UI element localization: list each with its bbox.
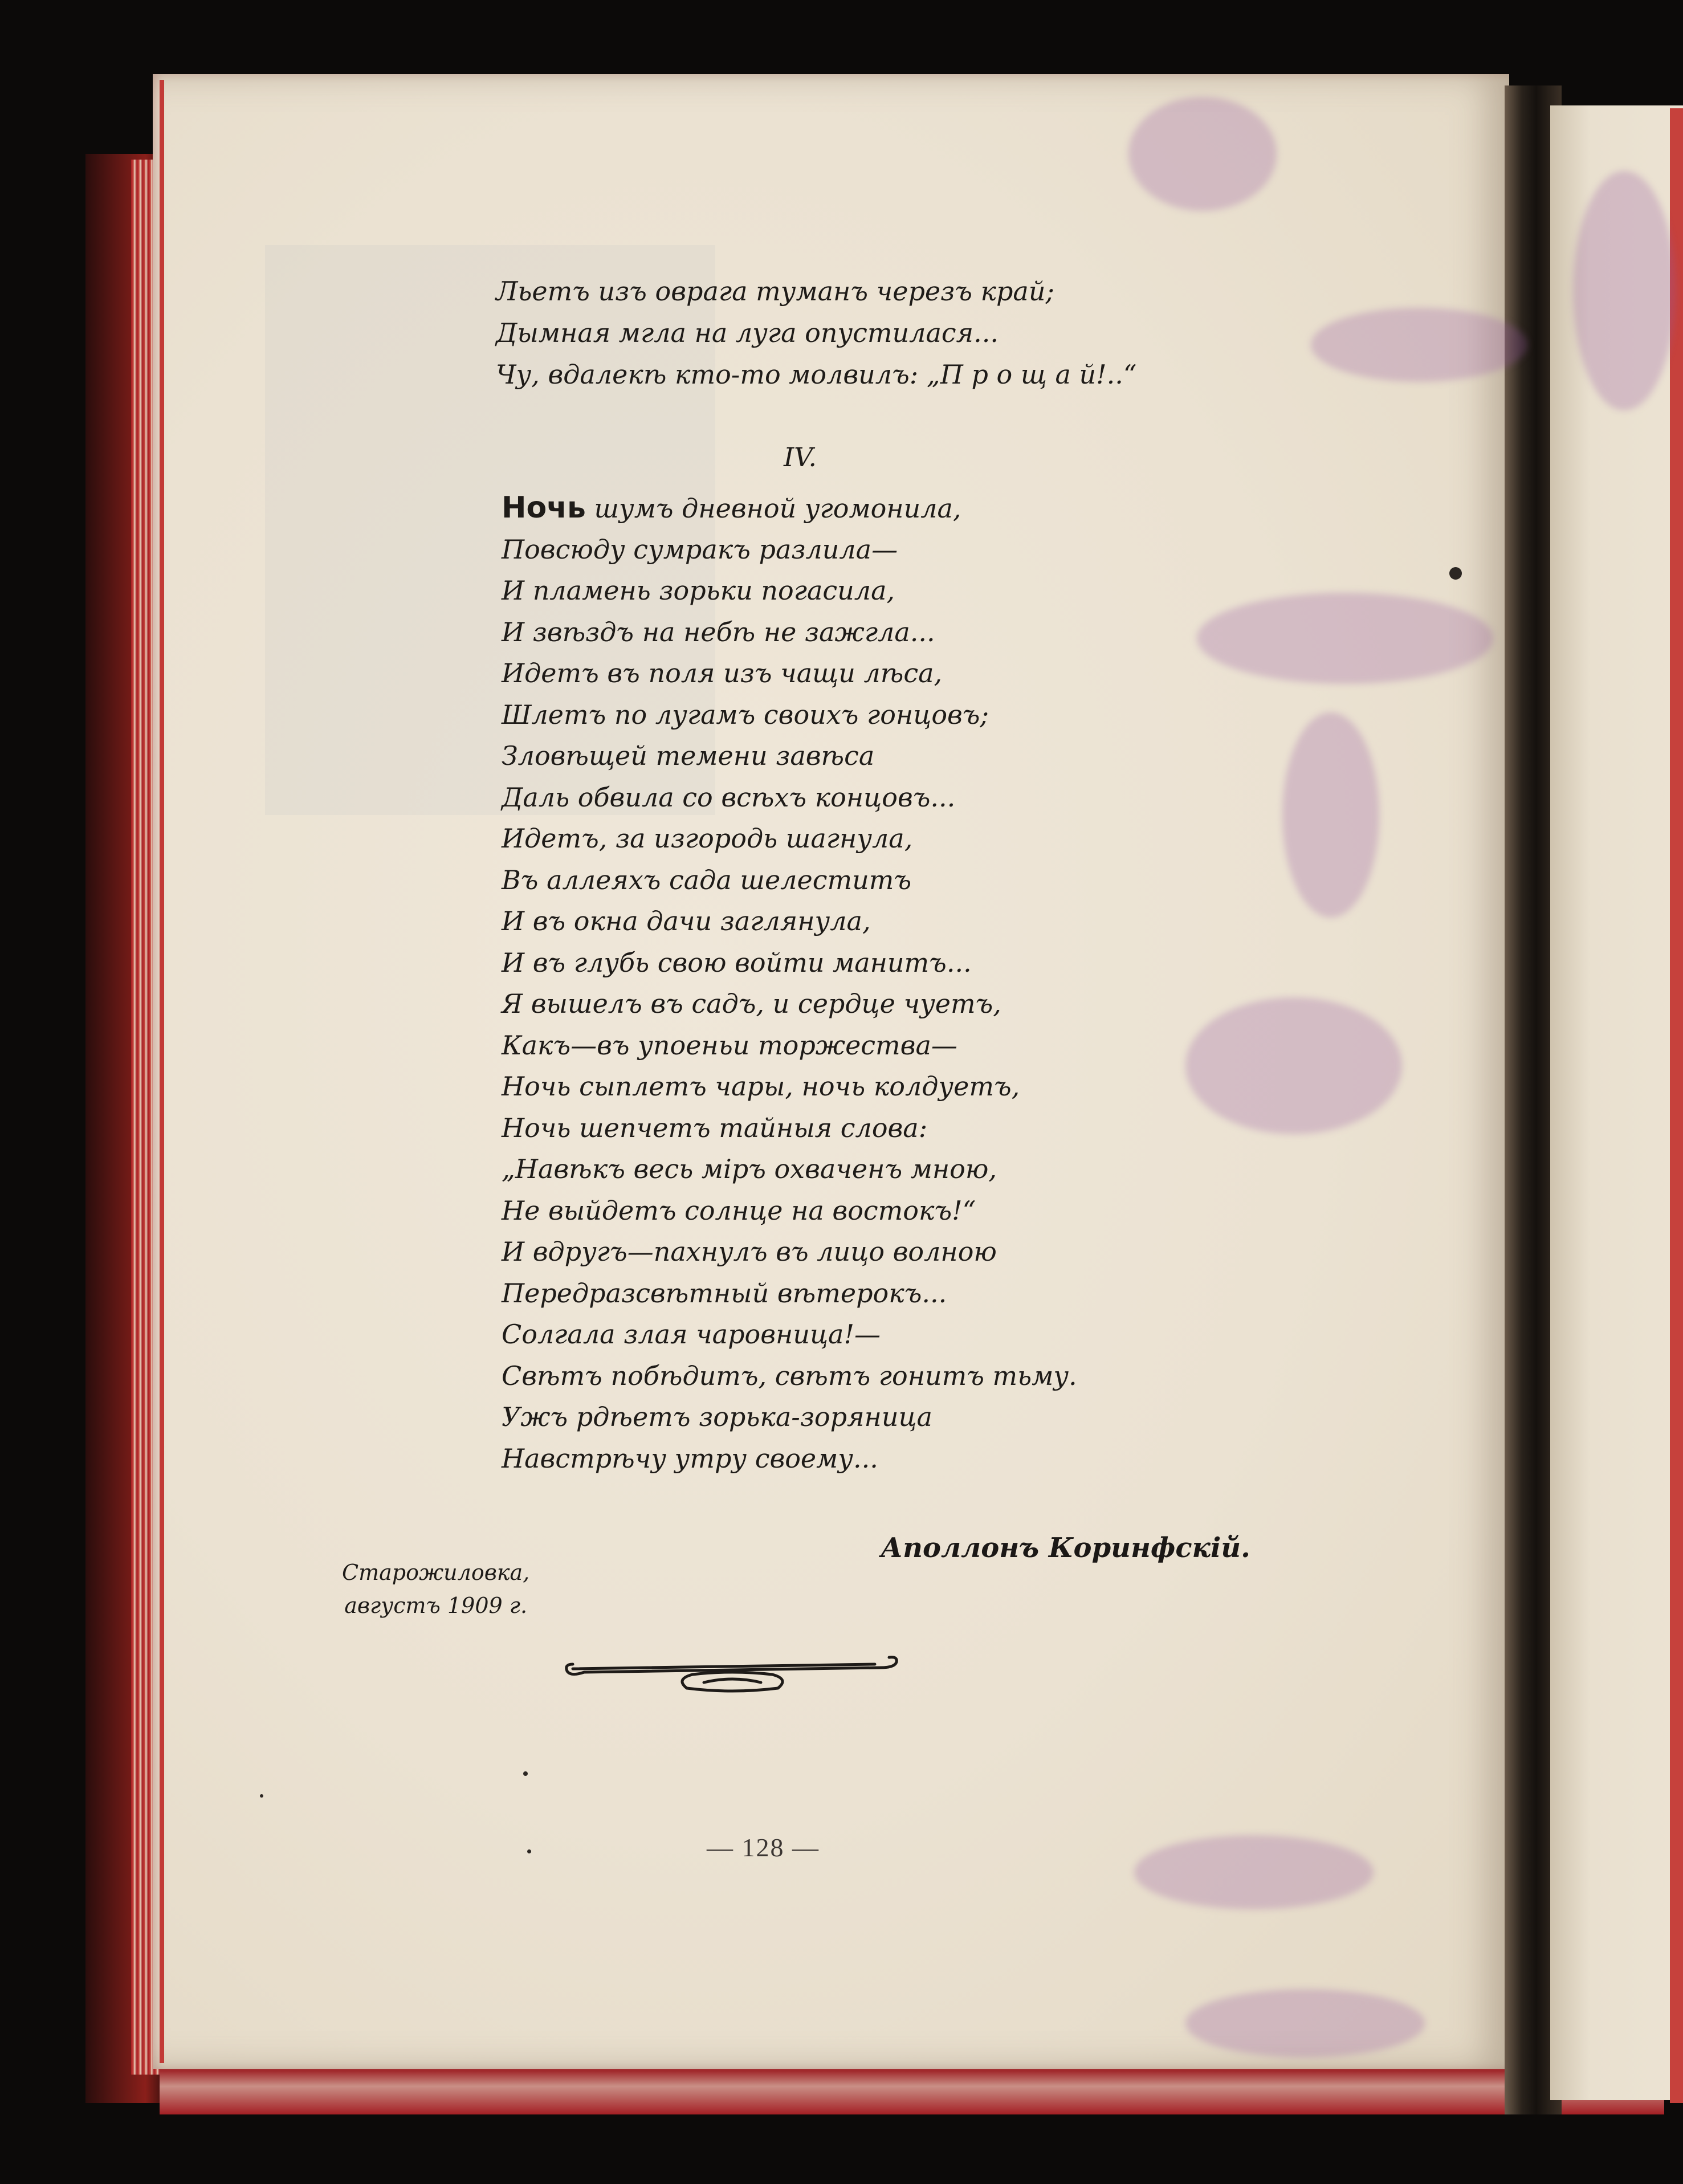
- verse-line: Идетъ въ поля изъ чащи лѣса,: [502, 658, 943, 688]
- verse-line: И въ окна дачи заглянула,: [502, 906, 871, 936]
- verse-line: Зловѣщей темени завѣса: [502, 740, 875, 771]
- facing-page-red-edge: [1670, 108, 1683, 2103]
- verse-line: Повсюду сумракъ разлила—: [502, 533, 898, 565]
- verse-line: И вдругъ—пахнулъ въ лицо волною: [502, 1236, 997, 1267]
- first-line-rest: шумъ дневной угомонила,: [585, 493, 961, 524]
- speck: [523, 1771, 528, 1776]
- stain: [1282, 712, 1379, 918]
- stanza-1: [496, 271, 1237, 396]
- verse-line: Не выйдетъ солнце на востокъ!“: [502, 1195, 976, 1226]
- section-number: IV.: [784, 442, 817, 472]
- speck: [260, 1794, 263, 1798]
- speck: [527, 1849, 531, 1853]
- verse-line: Свѣтъ побѣдитъ, свѣтъ гонитъ тьму.: [502, 1360, 1077, 1391]
- verse-line: И звѣздъ на небѣ не зажгла...: [502, 616, 935, 647]
- verse-line-first: [502, 487, 1242, 529]
- stanza-2: [502, 487, 1242, 1479]
- verse-line: И пламень зорьки погасила,: [502, 575, 895, 606]
- verse-line: Чу, вдалекѣ кто-то молвилъ: „П р о щ а й!..“: [496, 359, 1137, 390]
- verse-line: Я вышелъ въ садъ, и сердце чуетъ,: [502, 988, 1001, 1019]
- page-number: — 128 —: [707, 1833, 820, 1862]
- author-signature: Аполлонъ Коринфскій.: [881, 1532, 1250, 1564]
- verse-line: Солгала злая чаровница!—: [502, 1319, 881, 1350]
- first-word: Ночь: [502, 491, 586, 525]
- verse-line: Ночь шепчетъ тайныя слова:: [502, 1112, 928, 1143]
- stain: [1134, 1835, 1374, 1909]
- verse-line: „Навѣкъ весь міръ охваченъ мною,: [502, 1154, 997, 1184]
- ornament-divider: [561, 1653, 903, 1698]
- verse-line: Шлетъ по лугамъ своихъ гонцовъ;: [502, 699, 989, 730]
- stain: [1573, 171, 1676, 410]
- verse-line: Ужъ рдѣетъ зорька-зоряница: [502, 1401, 932, 1432]
- verse-line: Передразсвѣтный вѣтерокъ...: [502, 1277, 947, 1309]
- stain: [1185, 1989, 1425, 2057]
- place: Старожиловка,: [342, 1560, 530, 1585]
- verse-line: Въ аллеяхъ сада шелеститъ: [502, 864, 911, 895]
- stain: [1311, 308, 1527, 382]
- verse-line: Идетъ, за изгородь шагнула,: [502, 823, 913, 854]
- place-date: [342, 1556, 529, 1622]
- verse-line: Ночь сыплетъ чары, ночь колдуетъ,: [502, 1071, 1020, 1102]
- stain: [1128, 97, 1277, 211]
- verse-line: Даль обвила со всѣхъ концовъ...: [502, 781, 956, 813]
- speck: [1449, 567, 1462, 580]
- verse-line: Дымная мгла на луга опустилася...: [496, 317, 999, 348]
- verse-line: И въ глубь свою войти манитъ...: [502, 947, 972, 978]
- verse-line: Льетъ изъ оврага туманъ черезъ край;: [496, 276, 1054, 307]
- verse-line: Какъ—въ упоеньи торжества—: [502, 1029, 957, 1061]
- verse-line: Навстрѣчу утру своему...: [502, 1443, 878, 1474]
- page-red-edge: [160, 80, 164, 2063]
- date: августъ 1909 г.: [344, 1593, 528, 1618]
